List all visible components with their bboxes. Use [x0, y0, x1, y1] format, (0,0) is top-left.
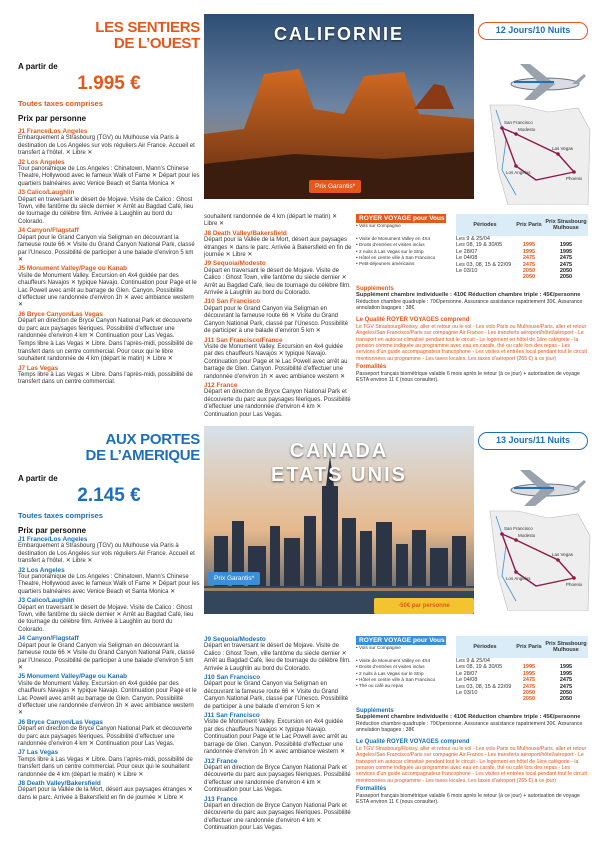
day-description: Départ en direction de Bryce Canyon National Park et découverte du parc aux paysages féeriques. Possibilité d’effectuer une randonnée d’environ 4 km ✕ Continuation pour Las Vegas. [204, 764, 351, 794]
itinerary-day [204, 758, 352, 795]
day-description: Embarquement à Strasbourg (TGV) ou Mulhouse via Paris à destination de Los Angeles sur vols réguliers Air France. Accueil et transfert à l’hôtel. ✕ Libre ✕ [18, 135, 195, 157]
royer-list [356, 223, 456, 268]
title2-line-2: DE L’AMERIQUE [85, 447, 200, 464]
price-table-header-2 [456, 636, 588, 658]
promo-banner: -50€ par personne [374, 598, 474, 614]
qualite-title: Le Qualité ROYER VOYAGES comprend [356, 317, 470, 324]
cell-period: Le 04/08 [456, 255, 478, 262]
day-title: J11 San Francisco [204, 712, 260, 720]
prix-par-personne: Prix par personne [18, 114, 87, 123]
supplement-line-2: Réduction chambre quadruple : 70€/personne. Assurance assistance rapatriement 30€. Assurance annulation bagages : 38€ [356, 298, 583, 312]
royer-list-item: • Thé ou café au repas [356, 683, 404, 689]
day-title: J4 Canyon/Flagstaff [18, 635, 79, 643]
title2-line-1: AUX PORTES [105, 431, 200, 448]
day-description: Départ en traversant le désert de Mojave. Visite de Calico : Ghost Town, ville fantôme du siècle dernier ✕ Arrêt au Bagdad Café, lieu de tournage du célèbre film. Arrivée à Laughlin au bord du Colorado. [18, 604, 194, 633]
royer-header-2: ROYER VOYAGE pour Vous [356, 636, 446, 645]
map2-label-la: Los Angeles [506, 576, 531, 581]
day-description: Départ pour la Vallée de la Mort, désert aux paysages étranges ✕ dans le parc. Arrivée à Bakersfield en fin de journée ✕ Libre ✕ [204, 237, 352, 259]
cell-period: Les 9 & 25/04 [456, 658, 490, 664]
day-title: J10 San Francisco [204, 674, 261, 682]
th-prix-paris: Prix Paris [516, 222, 542, 228]
intro-block-2 [18, 432, 200, 535]
royer-list-item: • 2 nuits à Las Vegas sur le Strip [356, 248, 424, 254]
royer-list-item: • Hôtel en centre ville à San Francisco [356, 677, 436, 683]
day-title: J12 France [204, 381, 238, 389]
cell-period: Le 28/07 [456, 670, 478, 677]
map-label-phoenix: Phoenix [566, 176, 583, 181]
day-description: Départ pour le Grand Canyon via Seligman en découvrant la fameuse route 66 ✕ Visite du Grand Canyon National Park, classé par l’Unesco. Possibilité de participer à une balade d’environ 5 km ✕ [18, 642, 195, 671]
day-title: J3 Calico/Laughlin [18, 597, 75, 605]
day-description: Visite de Monument Valley. Excursion en 4x4 guidée par des chauffeurs Navajos ✕ typique Navajo. Continuation pour Page et le Lac Powell avec arrêt au barrage de Glen. Canyon. Possibilité d’effectuer une randonnée d’environ 1h ✕ avec ambiance western ✕ [204, 343, 348, 380]
section-california [0, 0, 600, 420]
pricing-zone-2 [356, 636, 588, 806]
cell-period: Les 08, 19 & 30/05 [456, 664, 503, 671]
cell-prix-paris: 2050 [522, 690, 536, 697]
itinerary-day [204, 298, 352, 335]
cell-period [456, 274, 514, 280]
day-title: J6 Bryce Canyon/Las Vegas [18, 310, 103, 318]
intro-block [18, 20, 200, 123]
cell-period [456, 696, 514, 702]
itinerary-day [18, 536, 200, 566]
day-title: J12 France [204, 757, 238, 765]
itinerary-mid [204, 214, 352, 420]
taxes-label: Toutes taxes comprises [18, 99, 103, 108]
cell-prix-paris: 2475 [522, 255, 536, 262]
supplements-block [356, 286, 588, 384]
hero-title-2b: ETATS UNIS [271, 464, 407, 486]
cell-period: Le 28/07 [456, 248, 478, 255]
a-partir-label-2: A partir de [18, 474, 58, 483]
duration-badge: 12 Jours/10 Nuits [478, 22, 588, 40]
section-canada-usa [0, 420, 600, 849]
itinerary-day [18, 128, 200, 158]
price: 1.995 € [77, 73, 141, 94]
royer-list-item: • Visite de Monument Valley en 4X4 [356, 235, 431, 241]
th2-periodes: Périodes [473, 644, 497, 650]
day-description: Départ pour le Grand Canyon via Seligman en découvrant la fameuse route 66 ✕ Visite du Grand Canyon National Park, classé par l’Unesco. Possibilité de participer à une balade d’environ 5 km ✕ [204, 681, 349, 710]
price-row [456, 274, 588, 280]
itinerary-day [18, 159, 200, 189]
day-title: J5 Monument Valley/Page ou Kanab [18, 265, 128, 273]
taxes-label-2: Toutes taxes comprises [18, 511, 103, 520]
royer-list-item: • Petit-déjeuners américains [356, 261, 415, 267]
cell-period: Les 9 & 25/04 [456, 236, 490, 242]
itinerary-day [18, 719, 200, 749]
day-description: Visite de Monument Valley. Excursion en 4x4 guidée par des chauffeurs Navajos ✕ typique Navajo. Continuation pour Page et le Lac Powell avec arrêt au barrage de Glen. Canyon. Possibilité d’effectuer une randonnée d’environ 1h ✕ avec ambiance western ✕ [204, 719, 348, 756]
day-title: J1 France/Los Angeles [18, 128, 88, 135]
hero-title: CALIFORNIE [274, 24, 404, 44]
cell-prix-paris: 2475 [522, 261, 536, 268]
day-description: Visite de Monument Valley. Excursion en 4x4 guidée par des chauffeurs Navajos ✕ typique Navajo. Continuation pour Page et le Lac Powell avec arrêt au barrage de Glen. Canyon. Possibilité d’effectuer une randonnée d’environ 1h ✕ avec ambiance western ✕ [18, 680, 197, 717]
formalites-title-2: Formalités [356, 786, 387, 793]
prix-garantis-button[interactable]: Prix Garantis* [309, 180, 361, 193]
day-description: Visite de Monument Valley. Excursion en 4x4 guidée par des chauffeurs Navajos ✕ typique Navajo. Continuation pour Page et le Lac Powell avec arrêt au barrage de Glen. Canyon. Possibilité d’effectuer une randonnée d’environ 1h ✕ avec ambiance western ✕ [18, 272, 197, 309]
day-title: J8 Death Valley/Bakersfield [204, 229, 287, 237]
day-title: J8 Death Valley/Bakersfield [18, 780, 101, 787]
royer-list-item: • Visite de Monument Valley en 4X4 [356, 657, 431, 663]
itinerary-day [18, 673, 200, 717]
day-title: J9 Sequoia/Modesto [204, 636, 266, 643]
cell-prix-paris: 1995 [522, 670, 536, 677]
hero-title-2a: CANADA [289, 440, 389, 462]
itinerary-day [18, 749, 200, 779]
price-2: 2.145 € [77, 485, 141, 506]
map2-label-modesto: Modesto [518, 533, 536, 538]
title-line-1: LES SENTIERS [95, 19, 200, 36]
itinerary-day [204, 230, 352, 260]
day-title: J1 France/Los Angeles [18, 536, 88, 543]
day-description: Départ en direction de Bryce Canyon National Park et découverte du parc aux paysages féeriques. Possibilité d’effectuer une randonnée d’environ 4 km ✕ Continuation pour Las Vegas. [204, 389, 351, 418]
title-line-2: DE L’OUEST [113, 35, 200, 52]
map2-label-lv: Las Vegas [552, 552, 574, 557]
itinerary-day [204, 636, 352, 673]
cell-prix-strasbourg: 2050 [559, 268, 573, 275]
day-title: J2 Los Angeles [18, 158, 65, 166]
day-description: Tour panoramique de Los Angeles : Chinatown, Mann’s Chinese Theatre, Hollywood avec le fameux Walk of Fame ✕ Départ pour les quartiers balnéaires avec Venice Beach et Santa Monica ✕ [18, 166, 200, 187]
cell-prix-paris: 1995 [522, 664, 536, 671]
day-description: Départ pour le Grand Canyon via Seligman en découvrant la fameuse route 66 ✕ Visite du Grand Canyon National Park, classé par l’Unesco. Possibilité de participer à une balade d’environ 5 km ✕ [18, 234, 195, 263]
cell-prix-strasbourg: 2475 [559, 261, 573, 268]
day-description: Temps libre à Las Vegas ✕ Libre. Dans l’après-midi, possibilité de transfert dans un centre commercial. Pour ceux qui le souhaitent randonnée de 4 km (départ le matin) ✕ Libre ✕ [18, 756, 193, 778]
cell-period: Le 03/10 [456, 268, 478, 275]
cell-prix-strasbourg: 1995 [559, 248, 573, 255]
supplements-title: Suppléments [356, 285, 394, 292]
price-row [456, 696, 588, 702]
formalites-text: Passeport français biométrique valable 6 mois après le retour (à ce jour) + autorisation de voyage ESTA environ 11 € (nous consulter). [356, 370, 580, 384]
day-description: Départ pour la Vallée de la Mort, désert aux paysages étranges ✕ dans le parc. Arrivée à Bakersfield en fin de journée ✕ Libre ✕ [18, 787, 193, 801]
cell-period: Les 08, 19 & 30/05 [456, 242, 503, 249]
cell-prix-strasbourg: 2050 [559, 696, 573, 703]
day-description: Temps libre à Las Vegas ✕ Libre. Dans l’après-midi, possibilité de transfert dans un centre commercial. [18, 372, 193, 386]
day-title: J13 France [204, 795, 238, 803]
cell-prix-strasbourg: 2475 [559, 683, 573, 690]
day-description: Tour panoramique de Los Angeles : Chinatown, Mann’s Chinese Theatre, Hollywood avec le fameux Walk of Fame ✕ Départ pour les quartiers balnéaires avec Venice Beach et Santa Monica ✕ [18, 574, 200, 595]
itinerary-day [18, 311, 200, 341]
royer-list-2 [356, 645, 456, 690]
price-table-body-2 [456, 658, 588, 703]
royer-header: ROYER VOYAGE pour Vous [356, 214, 446, 223]
day-title: J5 Monument Valley/Page ou Kanab [18, 673, 128, 681]
map-label-la: Los Angeles [506, 170, 531, 175]
pricing-zone [356, 214, 588, 384]
qualite-text: Le TGV Strasbourg/Roissy, aller et retour ou le vol - Les vols Paris ou Mulhouse/Paris, aller et retour Angeles/San Francisco/Paris sur compagnie Air France - Les transferts aéroport/hôtel/aéroport - Le transport en autocar climatisé pendant tout le circuit - Le logement en hôtel de 1ère catégorie - la pension comme indiquée au programme avec eau en carafe, thé ou café lors des repas - Les services d’un guide accompagnateur francophone - Les visites et entrées local pendant tout le circuit mentionnées au programme - Les taxes locales. Les taxes d’aéroport (265 €) à ce jour) [356, 323, 587, 362]
prix-par-personne-2: Prix par personne [18, 526, 87, 535]
qualite-title-2: Le Qualité ROYER VOYAGES comprend [356, 739, 470, 746]
royer-list-item: • Hôtel en centre ville à San Francisco [356, 255, 436, 261]
cell-prix-paris: 2475 [522, 677, 536, 684]
cell-prix-paris: 1995 [522, 242, 536, 249]
itinerary-day [204, 796, 352, 833]
itinerary-day [204, 337, 352, 381]
th2-prix-strasbourg: Prix Strasbourg Mulhouse [545, 641, 587, 653]
itinerary-day [18, 265, 200, 309]
day-description: Départ en direction de Bryce Canyon National Park et découverte du parc aux paysages féeriques. Possibilité d’effectuer une randonnée d’environ 4 km ✕ Continuation pour Las Vegas. [204, 802, 351, 832]
formalites-title: Formalités [356, 364, 387, 371]
cell-prix-strasbourg: 1995 [559, 242, 573, 249]
supplement-line-1: Supplément chambre individuelle : 410€ Réduction chambre triple : 45€/personne [356, 292, 581, 299]
itinerary-day [204, 214, 352, 229]
price-table-header [456, 214, 588, 236]
day-title: J9 Sequoia/Modesto [204, 260, 266, 268]
itinerary-day [204, 382, 352, 419]
day-description: Départ en traversant le désert de Mojave. Visite de Calico : Ghost Town, ville fantôme du siècle dernier ✕ Arrêt au Bagdad Café, lieu de tournage du célèbre film. Arrivée à Laughlin au bord du Colorado. [18, 196, 194, 225]
day-description: Départ en direction de Bryce Canyon National Park et découverte du parc aux paysages féeriques. Possibilité d’effectuer une randonnée d’environ 4 km ✕ Continuation pour Las Vegas. [18, 726, 193, 747]
price-table-body [456, 236, 588, 281]
qualite-text-2: Le TGV Strasbourg/Roissy, aller et retour ou le vol - Les vols Paris ou Mulhouse/Paris, aller et retour Angeles/San Francisco/Paris sur compagnie Air France - Les transferts aéroport/hôtel/aéroport - Le transport en autocar climatisé pendant tout le circuit - Le logement en hôtel de 1ère catégorie - la pension comme indiquée au programme avec eau en carafe, thé ou café lors des repas - Les services d’un guide accompagnateur francophone - Les visites et entrées local pendant tout le circuit mentionnées au programme - Les taxes locales. Les taxes d’aéroport (265 €) à ce jour) [356, 745, 587, 784]
cell-prix-paris: 2050 [522, 268, 536, 275]
royer-list-item: • Droits d’entrées et visites inclus [356, 664, 425, 670]
royer-list-item: • 2 nuits à Las Vegas sur le Strip [356, 670, 424, 676]
day-title: J7 Las Vegas [18, 749, 59, 757]
map-label-modesto: Modesto [518, 127, 536, 132]
cell-period: Les 03, 08, 15 & 22/09 [456, 261, 512, 268]
cell-prix-strasbourg: 2050 [559, 690, 573, 697]
route-map-2 [488, 506, 592, 611]
itinerary-day [18, 341, 200, 363]
day-title: J2 Los Angeles [18, 566, 65, 574]
day-description: Temps libre à Las Vegas ✕ Libre. Dans l’après-midi, possibilité de transfert dans un centre commercial. Pour ceux qui le libre souhaitent randonnée de 4 km (départ le matin) ✕ Libre ✕ [18, 341, 193, 363]
a-partir-label: A partir de [18, 62, 58, 71]
itinerary-day [18, 567, 200, 597]
day-description: souhaitent randonnée de 4 km (départ le matin) ✕ Libre ✕ [204, 214, 338, 228]
cell-prix-strasbourg: 1995 [559, 664, 573, 671]
day-description: Départ en traversant le désert de Mojave. Visite de Calico : Ghost Town, ville fantôme du siècle dernier ✕ Arrêt au Bagdad Café, lieu de tournage du célèbre film. Arrivée à Laughlin au bord du Colorado. [204, 267, 351, 297]
supplements-block-2 [356, 708, 588, 806]
map-label-sf: San Francisco [504, 120, 533, 125]
itinerary-day [18, 597, 200, 634]
day-description: Départ en direction de Bryce Canyon National Park et découverte du parc aux paysages féeriques. Possibilité d’effectuer une randonnée d’environ 4 km ✕ Continuation pour Las Vegas. [18, 318, 193, 339]
th2-prix-paris: Prix Paris [516, 644, 542, 650]
cell-prix-strasbourg: 1995 [559, 670, 573, 677]
cell-period: Le 03/10 [456, 690, 478, 697]
price-table-2 [456, 636, 588, 703]
itinerary-day [18, 635, 200, 672]
price-table [456, 214, 588, 281]
duration-badge-2: 13 Jours/11 Nuits [478, 432, 588, 450]
map2-label-phoenix: Phoenix [566, 582, 583, 587]
cell-prix-strasbourg: 2475 [559, 677, 573, 684]
day-title: J11 San Francisco/France [204, 336, 283, 344]
day-title: J10 San Francisco [204, 298, 261, 306]
royer-list-item: • Vols sur Compagnie [356, 223, 401, 228]
hero-image-2 [204, 426, 474, 614]
cell-prix-paris: 2050 [522, 274, 536, 281]
royer-list-item: • Vols sur Compagnie [356, 645, 401, 650]
itinerary-day [18, 227, 200, 264]
cell-prix-paris: 1995 [522, 248, 536, 255]
day-title: J6 Bryce Canyon/Las Vegas [18, 718, 103, 726]
cell-period: Les 03, 08, 15 & 22/09 [456, 683, 512, 690]
supplement2-line-1: Supplément chambre individuelle : 410€ Réduction chambre triple : 45€/personne [356, 714, 581, 721]
itinerary-left [18, 128, 200, 388]
itinerary-left-2 [18, 536, 200, 803]
itinerary-day [18, 189, 200, 226]
prix-garantis-button-2[interactable]: Prix Garantis* [208, 572, 260, 585]
day-title: J3 Calico/Laughlin [18, 189, 75, 197]
royer-list-item: • Droits d’entrées et visites inclus [356, 242, 425, 248]
itinerary-day [204, 674, 352, 711]
map2-label-sf: San Francisco [504, 526, 533, 531]
day-description: Embarquement à Strasbourg (TGV) ou Mulhouse via Paris à destination de Los Angeles sur vols réguliers Air France. Accueil et transfert à l’hôtel. ✕ Libre ✕ [18, 543, 195, 565]
itinerary-day [18, 780, 200, 802]
itinerary-day [18, 365, 200, 387]
itinerary-mid-2 [204, 636, 352, 834]
route-map [488, 100, 592, 205]
day-title: J4 Canyon/Flagstaff [18, 227, 79, 235]
cell-prix-strasbourg: 2050 [559, 274, 573, 281]
cell-prix-paris: 2050 [522, 696, 536, 703]
cell-prix-paris: 2475 [522, 683, 536, 690]
hero-image [204, 14, 474, 199]
itinerary-day [204, 260, 352, 297]
supplements-title-2: Suppléments [356, 707, 394, 714]
cell-prix-strasbourg: 2475 [559, 255, 573, 262]
th-prix-strasbourg: Prix Strasbourg Mulhouse [545, 219, 587, 231]
supplement2-line-2: Réduction chambre quadruple : 70€/personne. Assurance assistance rapatriement 30€. Assurance annulation bagages : 38€ [356, 720, 583, 734]
day-description: Départ pour le Grand Canyon via Seligman en découvrant la fameuse route 66 ✕ Visite du Grand Canyon National Park, classé par l’Unesco. Possibilité de participer à une balade d’environ 5 km ✕ [204, 305, 349, 335]
formalites-text-2: Passeport français biométrique valable 6 mois après le retour (à ce jour) + autorisation de voyage ESTA environ 11 € (nous consulter). [356, 792, 580, 806]
day-title: J7 Las Vegas [18, 364, 59, 372]
th-periodes: Périodes [473, 222, 497, 228]
map-label-lv: Las Vegas [552, 146, 574, 151]
cell-period: Le 04/08 [456, 677, 478, 684]
itinerary-day [204, 712, 352, 756]
day-description: Départ en traversant le désert de Mojave. Visite de Calico : Ghost Town, ville fantôme du siècle dernier ✕ Arrêt au Bagdad Café, lieu de tournage du célèbre film. Arrivée à Laughlin au bord du Colorado. [204, 643, 351, 672]
